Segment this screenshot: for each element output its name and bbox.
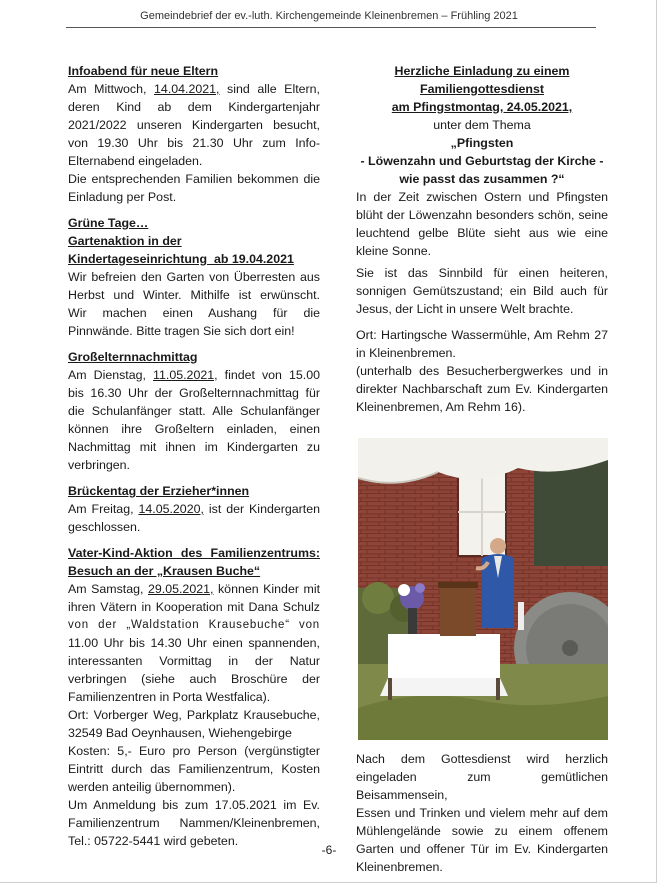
text: Am Freitag, (68, 502, 139, 516)
text: Am Mittwoch, (68, 82, 155, 96)
vater-kind-line-11: Eintritt durch das Familienzentrum, Kosten (68, 762, 320, 776)
vater-kind-line-5: interessanten Vormittag in der Natur (68, 654, 320, 668)
text: Am Dienstag, (68, 368, 154, 382)
vater-kind-line-9: 32549 Bad Oeynhausen, Wiehengebirge (68, 726, 292, 740)
gruene-tage-heading-3: Kindertageseinrichtung ab 19.04.2021 (68, 252, 294, 266)
section-grosselternnachmittag (68, 348, 320, 474)
infoabend-line-7: Einladung per Post. (68, 190, 177, 204)
vater-kind-line-10: Kosten: 5,- Euro pro Person (vergünstigter (68, 744, 320, 758)
section-sinnbild (356, 264, 608, 318)
sinnbild-line-3: Jesus, der Licht in unsere Welt brachte. (356, 302, 574, 316)
loewenzahn-line-4: kleine Sonne. (356, 244, 432, 258)
vater-kind-heading-2: Besuch an der „Krausen Buche“ (68, 564, 261, 578)
date-highlight: 11.05.2021, (153, 368, 218, 382)
vater-kind-line-6: verbringen (siehe auch Broschüre der (68, 672, 320, 686)
gottesdienst-photo (358, 438, 608, 740)
infoabend-line-2: deren Kind ab dem Kindergartenjahr (68, 100, 320, 114)
sinnbild-line-1: Sie ist das Sinnbild für einen heiteren, (356, 266, 608, 280)
grosseltern-line-5: Nachmittag mit ihnen im Kindergarten zu (68, 440, 320, 454)
grosseltern-heading: Großelternnachmittag (68, 350, 198, 364)
text: sind alle Eltern, (219, 82, 320, 96)
grosseltern-line-3: die Schulanfänger statt. Alle Schulanfänger (68, 404, 320, 418)
einladung-theme-2: - Löwenzahn und Geburtstag der Kirche - (360, 154, 604, 168)
gruene-tage-line-3: Wir machen einen Aushang für die (68, 306, 320, 320)
date-highlight: 29.05.2021, (147, 582, 214, 596)
vater-kind-line-7: Familienzentren in Porta Westfalica). (68, 690, 271, 704)
einladung-title-2: Familiengottesdienst (420, 82, 544, 96)
gruene-tage-heading-2: Gartenaktion in der (68, 234, 182, 248)
ort-line-3: (unterhalb des Besucherbergwerkes und in (356, 364, 608, 378)
vater-kind-line-8: Ort: Vorberger Weg, Parkplatz Krausebuche, (68, 708, 320, 722)
right-column (356, 62, 608, 884)
text: ist der Kindergarten (203, 502, 320, 516)
section-brueckentag (68, 482, 320, 536)
vater-kind-line-2: ihren Vätern in Kooperation mit Dana Schulz (68, 600, 320, 614)
einladung-subtitle: unter dem Thema (433, 118, 531, 132)
infoabend-line-3: 2021/2022 unseren Kindergarten besucht, (68, 118, 320, 132)
ort-line-1: Ort: Hartingsche Wassermühle, Am Rehm 27 (356, 328, 608, 342)
einladung-date: am Pfingstmontag, 24.05.2021, (391, 100, 573, 114)
section-nach-gottesdienst (356, 750, 608, 876)
text: Am Samstag, (68, 582, 148, 596)
brueckentag-heading: Brückentag der Erzieher*innen (68, 484, 250, 498)
page-number: -6- (321, 843, 337, 857)
einladung-title-1: Herzliche Einladung zu einem (394, 64, 570, 78)
infoabend-line-1 (68, 80, 320, 98)
ort-line-2: in Kleinenbremen. (356, 346, 456, 360)
page-header: Gemeindebrief der ev.-luth. Kirchengemeinde Kleinenbremen – Frühling 2021 (140, 10, 518, 22)
loewenzahn-line-2: blüht der Löwenzahn besonders schön, seine (356, 208, 608, 222)
vater-kind-line-3: von der „Waldstation Krausebuche“ von (68, 619, 320, 631)
vater-kind-line-4: 11.00 Uhr bis 14.30 Uhr einen spannenden, (68, 636, 320, 650)
nach-line-6: Kleinenbremen. (356, 860, 443, 874)
gruene-tage-line-4: Pinnwände. Bitte tragen Sie sich dort ein! (68, 324, 295, 338)
date-highlight: 14.05.2020, (138, 502, 204, 516)
section-infoabend (68, 62, 320, 206)
infoabend-line-6: Die entsprechenden Familien bekommen die (68, 172, 320, 186)
nach-line-1: Nach dem Gottesdienst wird herzlich (356, 752, 608, 766)
section-gruene-tage (68, 214, 320, 340)
gruene-tage-line-1: Wir befreien den Garten von Überresten aus (68, 270, 320, 284)
grosseltern-line-4: können ihre Großeltern einladen, einen (68, 422, 320, 436)
header-rule (66, 27, 596, 28)
grosseltern-line-2: bis 16.30 Uhr der Großelternnachmittag für (68, 386, 320, 400)
nach-line-3: Essen und Trinken und vielem mehr auf dem (356, 806, 608, 820)
vater-kind-line-12: werden anteilig übernommen). (68, 780, 236, 794)
infoabend-line-5: Elternabend eingeladen. (68, 154, 203, 168)
text: können Kinder mit (213, 582, 321, 596)
ort-line-5: Kleinenbremen, Am Rehm 16). (356, 400, 526, 414)
nach-line-5: Garten und offener Tür im Ev. Kindergarten (356, 842, 608, 856)
section-ort (356, 326, 608, 416)
date-highlight: 14.04.2021, (154, 82, 220, 96)
infoabend-line-4: von 19.30 Uhr bis 21.30 Uhr zum Info- (68, 136, 320, 150)
gruene-tage-line-2: Herbst und Winter. Mithilfe ist erwünscht. (68, 288, 320, 302)
brueckentag-line-1 (68, 500, 320, 518)
ort-line-4: direkter Nachbarschaft zum Ev. Kindergarten (356, 382, 608, 396)
section-loewenzahn (356, 188, 608, 260)
photo-illustration (358, 438, 608, 740)
grosseltern-line-1 (68, 366, 320, 384)
gruene-tage-heading-1: Grüne Tage… (68, 216, 149, 230)
vater-kind-line-13: Um Anmeldung bis zum 17.05.2021 im Ev. (68, 798, 320, 812)
vater-kind-line-15: Tel.: 05722-5441 wird gebeten. (68, 834, 239, 848)
section-einladung (356, 62, 608, 188)
einladung-theme-1: „Pfingsten (450, 136, 514, 150)
text: findet von 15.00 (217, 368, 321, 382)
vater-kind-line-14: Familienzentrum Nammen/Kleinenbremen, (68, 816, 320, 830)
einladung-theme-3: wie passt das zusammen ?“ (399, 172, 565, 186)
loewenzahn-line-3: leuchtend gelbe Blüte sieht aus wie eine (356, 226, 608, 240)
grosseltern-line-6: verbringen. (68, 458, 130, 472)
sinnbild-line-2: sonnigen Gemütszustand; ein Bild auch für (356, 284, 608, 298)
vater-kind-heading-1: Vater-Kind-Aktion des Familienzentrums: (68, 546, 320, 560)
left-column (68, 62, 320, 858)
vater-kind-line-1 (68, 580, 320, 598)
section-vater-kind-aktion (68, 544, 320, 850)
loewenzahn-line-1: In der Zeit zwischen Ostern und Pfingsten (356, 190, 608, 204)
nach-line-4: Mühlengelände sowie zu einem offenem (356, 824, 608, 838)
nach-line-2: eingeladen zum gemütlichen Beisammensein, (356, 770, 608, 802)
infoabend-heading: Infoabend für neue Eltern (68, 64, 219, 78)
brueckentag-line-2: geschlossen. (68, 520, 141, 534)
